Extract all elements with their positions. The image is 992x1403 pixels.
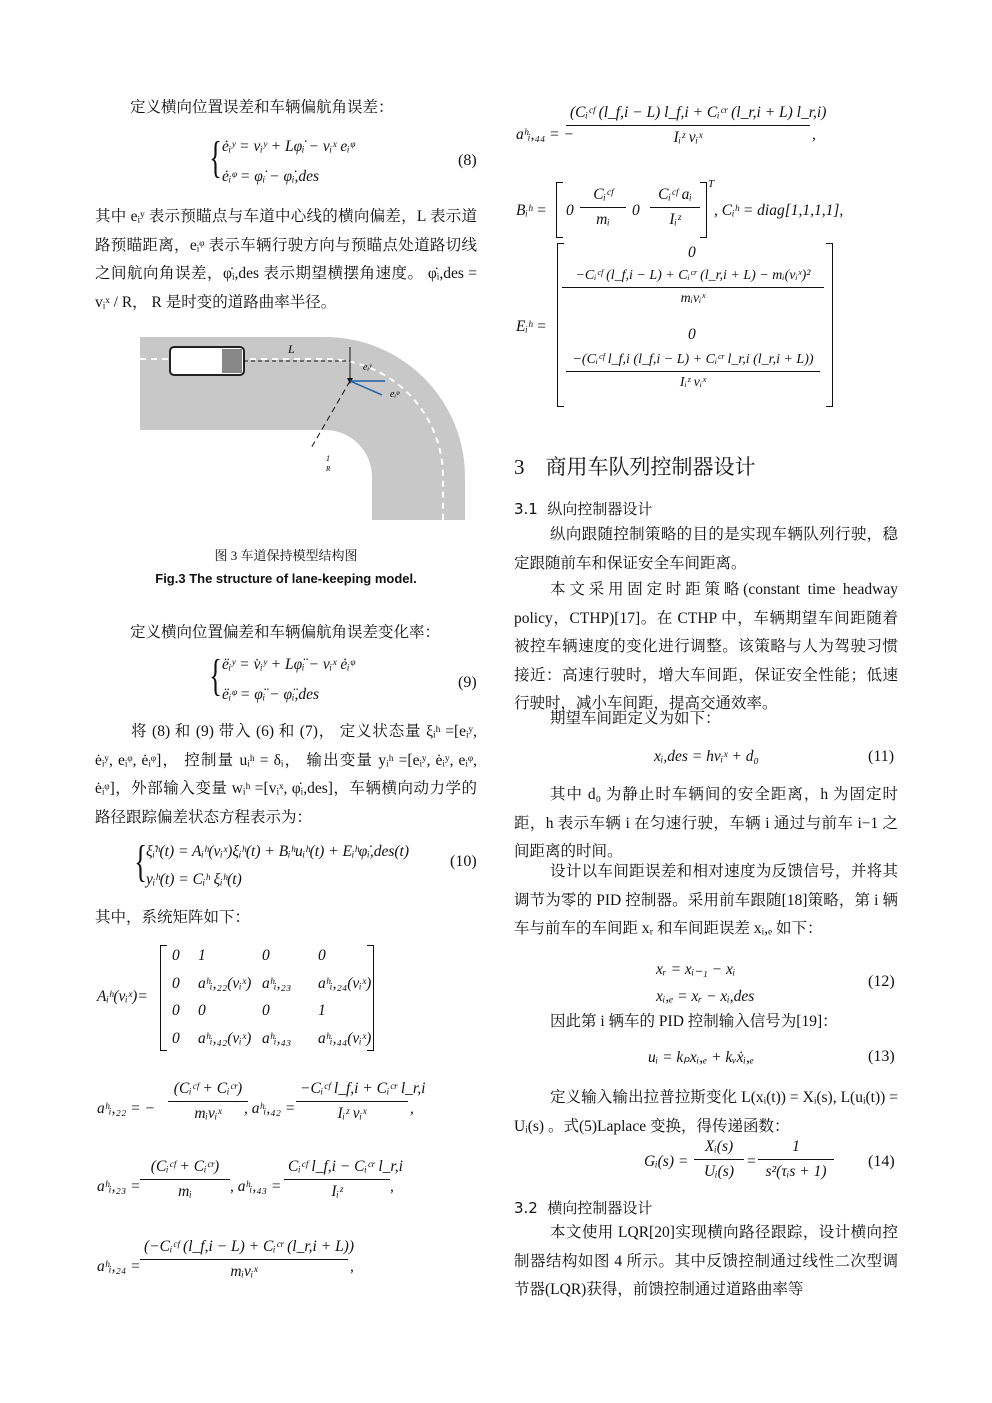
equation-number: (9) — [458, 674, 477, 691]
equation-number: (14) — [868, 1153, 895, 1170]
matrix-cell: aʰᵢ,₄₃ — [262, 1030, 292, 1047]
matrix-cell: aʰᵢ,₂₄(vᵢˣ) — [318, 975, 372, 992]
lhs: Eᵢʰ = — [516, 318, 547, 335]
denominator: mᵢ — [596, 211, 610, 228]
brace: { — [134, 837, 147, 886]
lhs: aʰᵢ,₂₄ = — [97, 1258, 141, 1275]
cell: 0 — [688, 326, 696, 343]
C-definition: , Cᵢʰ = diag[1,1,1,1], — [714, 202, 844, 219]
matrix-cell: aʰᵢ,₄₂(vᵢˣ) — [198, 1030, 252, 1047]
figure-caption-cn: 图 3 车道保持模型结构图 — [214, 548, 358, 563]
equation-number: (11) — [868, 748, 895, 765]
paragraph: 本文使用 LQR[20]实现横向路径跟踪，设计横向控制器结构如图 4 所示。其中反馈控制通过线性二次型调节器(LQR)获得，前馈控制通过道路曲率等 — [514, 1224, 898, 1298]
denominator: mᵢvᵢˣ — [230, 1263, 258, 1280]
paragraph: 设计以车间距误差和相对速度为反馈信号，并将其调节为零的 PID 控制器。采用前车跟随[18]策略，第 i 辆车与前车的车间距 xᵣ 和车间距误差 xᵢ,ₑ 如下： — [514, 863, 898, 937]
denominator: Iᵢᶻ — [331, 1183, 343, 1200]
figure-caption-en: Fig.3 The structure of lane-keeping model. — [155, 571, 417, 586]
section-heading-3: 3 商用车队列控制器设计 — [514, 455, 756, 479]
numerator: Xᵢ(s) — [694, 1138, 744, 1160]
lane-keeping-figure — [140, 325, 470, 525]
lhs: Gᵢ(s) = — [644, 1153, 689, 1170]
cell: 0 — [566, 202, 574, 219]
paragraph: 其中 eᵢʸ 表示预瞄点与车道中心线的横向偏差，L 表示道路预瞄距离，eᵢᵠ 表示车辆行驶方向与预瞄点处道路切线之间航向角误差，φ̇ᵢ,des 表示期望横摆角速度。 φ̇ᵢ,des = vᵢˣ / R， R 是时变的道路曲率半径。 — [95, 208, 477, 311]
lhs: aʰᵢ,₂₂ = − — [97, 1100, 155, 1117]
lhs: aʰᵢ,₄₄ = − — [516, 126, 574, 143]
label-R-den: R — [326, 465, 331, 473]
comma: , — [350, 1258, 354, 1275]
cell: 0 — [688, 244, 696, 261]
equation-number: (10) — [450, 853, 477, 870]
numerator: Cᵢᶜᶠ l_f,i − Cᵢᶜʳ l_r,i — [284, 1158, 390, 1180]
paragraph: 因此第 i 辆车的 PID 控制输入信号为[19]： — [550, 1013, 838, 1030]
lhs: , aʰᵢ,₄₂ = — [244, 1100, 296, 1117]
numerator: 1 — [758, 1138, 834, 1160]
denominator: mᵢvᵢˣ — [194, 1105, 222, 1122]
numerator: (Cᵢᶜᶠ + Cᵢᶜʳ) — [168, 1080, 248, 1102]
numerator: (Cᵢᶜᶠ + Cᵢᶜʳ) — [140, 1158, 230, 1180]
bracket-left — [160, 945, 167, 1051]
brace: { — [209, 651, 222, 700]
denominator: Iᵢᶻ vᵢˣ — [337, 1105, 367, 1122]
equation-number: (12) — [868, 973, 895, 990]
lhs: , aʰᵢ,₄₃ = — [230, 1178, 282, 1195]
paragraph: 其中 d₀ 为静止时车辆间的安全距离，h 为固定时距，h 表示车辆 i 在匀速行驶，车辆 i 通过与前车 i−1 之间距离的时间。 — [514, 786, 898, 860]
denominator: mᵢvᵢˣ — [680, 291, 706, 306]
matrix-cell: 0 — [172, 975, 180, 992]
paragraph: 将 (8) 和 (9) 带入 (6) 和 (7)， 定义状态量 ξᵢʰ =[eᵢʸ, ėᵢʸ, eᵢᵠ, ėᵢᵠ]， 控制量 uᵢʰ = δᵢ， 输出变量 yᵢʰ =[eᵢʸ, ėᵢʸ, eᵢᵠ, ėᵢᵠ]，外部输入变量 wᵢʰ =[vᵢˣ, φ̇ᵢ,des]，车辆横向动力学的路径跟踪偏差状态方程表示为： — [95, 723, 477, 826]
matrix-cell: aʰᵢ,₄₄(vᵢˣ) — [318, 1030, 372, 1047]
numerator: Cᵢᶜᶠ aᵢ — [650, 186, 700, 208]
equation-line: ėᵢʸ = vᵢʸ + Lφ̇ᵢ − vᵢˣ eᵢᵠ — [222, 138, 355, 155]
matrix-cell: 1 — [198, 947, 206, 964]
equation-line: ėᵢᵠ = φ̇ᵢ − φ̇ᵢ,des — [222, 168, 320, 185]
paragraph: 其中，系统矩阵如下： — [95, 909, 251, 926]
comma: , — [812, 126, 816, 143]
equation-number: (8) — [458, 152, 477, 169]
paragraph: 纵向跟随控制策略的目的是实现车辆队列行驶，稳定跟随前车和保证安全车间距离。 — [514, 526, 898, 572]
lhs: Bᵢʰ = — [516, 202, 547, 219]
paragraph: 定义输入输出拉普拉斯变化 L(xᵢ(t)) = Xᵢ(s), L(uᵢ(t)) = Uᵢ(s) 。式(5)Laplace 变换，得传递函数： — [514, 1089, 898, 1135]
denominator: Iᵢᶻ vᵢˣ — [679, 375, 707, 390]
equation-11: xᵢ,des = hvᵢˣ + d₀ — [654, 748, 759, 765]
equation-line: yᵢʰ(t) = Cᵢʰ ξᵢʰ(t) — [146, 871, 242, 888]
lhs: aʰᵢ,₂₃ = — [97, 1178, 141, 1195]
denominator: s²(τᵢs + 1) — [765, 1163, 827, 1180]
matrix-cell: aʰᵢ,₂₃ — [262, 975, 292, 992]
subsection-heading-3-2: 3.2 横向控制器设计 — [514, 1199, 653, 1217]
matrix-cell: 1 — [318, 1002, 326, 1019]
paragraph: 定义横向位置误差和车辆偏航角误差： — [130, 99, 394, 116]
matrix-cell: 0 — [262, 1002, 270, 1019]
matrix-cell: 0 — [172, 1002, 180, 1019]
subsection-heading-3-1: 3.1 纵向控制器设计 — [514, 500, 653, 518]
matrix-cell: 0 — [318, 947, 326, 964]
equation-line: ëᵢᵠ = φ̈ᵢ − φ̈ᵢ,des — [222, 686, 320, 703]
equation-line: ξ̇ᵢʰ(t) = Aᵢʰ(vᵢˣ)ξᵢʰ(t) + Bᵢʰuᵢʰ(t) + Eᵢʰφ̇ᵢ,des(t) — [146, 843, 409, 860]
numerator: Cᵢᶜᶠ — [580, 186, 626, 208]
vehicle-cab — [222, 349, 242, 373]
denominator: Iᵢᶻ vᵢˣ — [673, 129, 703, 146]
denominator: mᵢ — [178, 1183, 192, 1200]
comma: , — [390, 1178, 394, 1195]
equation-line: xᵣ = xᵢ₋₁ − xᵢ — [656, 961, 736, 978]
comma: , — [410, 1100, 414, 1117]
label-ey: eᵢʸ — [363, 362, 372, 373]
paragraph: 定义横向位置偏差和车辆偏航角误差变化率： — [130, 624, 441, 641]
matrix-cell: 0 — [172, 1030, 180, 1047]
equation-line: ëᵢʸ = v̇ᵢʸ + Lφ̈ᵢ − vᵢˣ ėᵢᵠ — [222, 656, 355, 673]
matrix-cell: aʰᵢ,₂₂(vᵢˣ) — [198, 975, 252, 992]
numerator: (−Cᵢᶜᶠ (l_f,i − L) + Cᵢᶜʳ (l_r,i + L)) — [140, 1238, 348, 1260]
denominator: Iᵢᶻ — [669, 211, 681, 228]
transpose: T — [708, 178, 715, 190]
denominator: Uᵢ(s) — [703, 1163, 734, 1180]
numerator: −Cᵢᶜᶠ (l_f,i − L) + Cᵢᶜʳ (l_r,i + L) − mᵢ(vᵢˣ)² — [562, 268, 824, 288]
cell: 0 — [632, 202, 640, 219]
matrix-cell: 0 — [198, 1002, 206, 1019]
equation-line: xᵢ,ₑ = xᵣ − xᵢ,des — [656, 988, 755, 1005]
numerator: −(Cᵢᶜᶠ l_f,i (l_f,i − L) + Cᵢᶜʳ l_r,i (l_r,i + L)) — [566, 352, 820, 372]
label-ephi: eᵢᵠ — [390, 389, 400, 400]
equation-number: (13) — [868, 1048, 895, 1065]
matrix-cell: 0 — [262, 947, 270, 964]
label-L: L — [288, 342, 295, 356]
numerator: (Cᵢᶜᶠ (l_f,i − L) l_f,i + Cᵢᶜʳ (l_r,i + L) l_r,i) — [566, 104, 810, 126]
brace: { — [209, 133, 222, 182]
equation-13: uᵢ = kₚxᵢ,ₑ + kᵥẋᵢ,ₑ — [648, 1049, 754, 1066]
matrix-cell: 0 — [172, 947, 180, 964]
paragraph: 本文采用固定时距策略(constant time headway policy，CTHP)[17]。在 CTHP 中，车辆期望车间距随着被控车辆速度的变化进行调整。该策略与人为驾驶习惯接近：高速行驶时，增大车间距，保证安全性能；低速行驶时，减小车间距，提高交通效率。 — [514, 581, 898, 712]
label-R-num: 1 — [326, 454, 330, 463]
paragraph: 期望车间距定义为如下： — [550, 710, 721, 727]
numerator: −Cᵢᶜᶠ l_f,i + Cᵢᶜʳ l_r,i — [296, 1080, 408, 1102]
matrix-lhs: Aᵢʰ(vᵢˣ)= — [97, 988, 148, 1005]
